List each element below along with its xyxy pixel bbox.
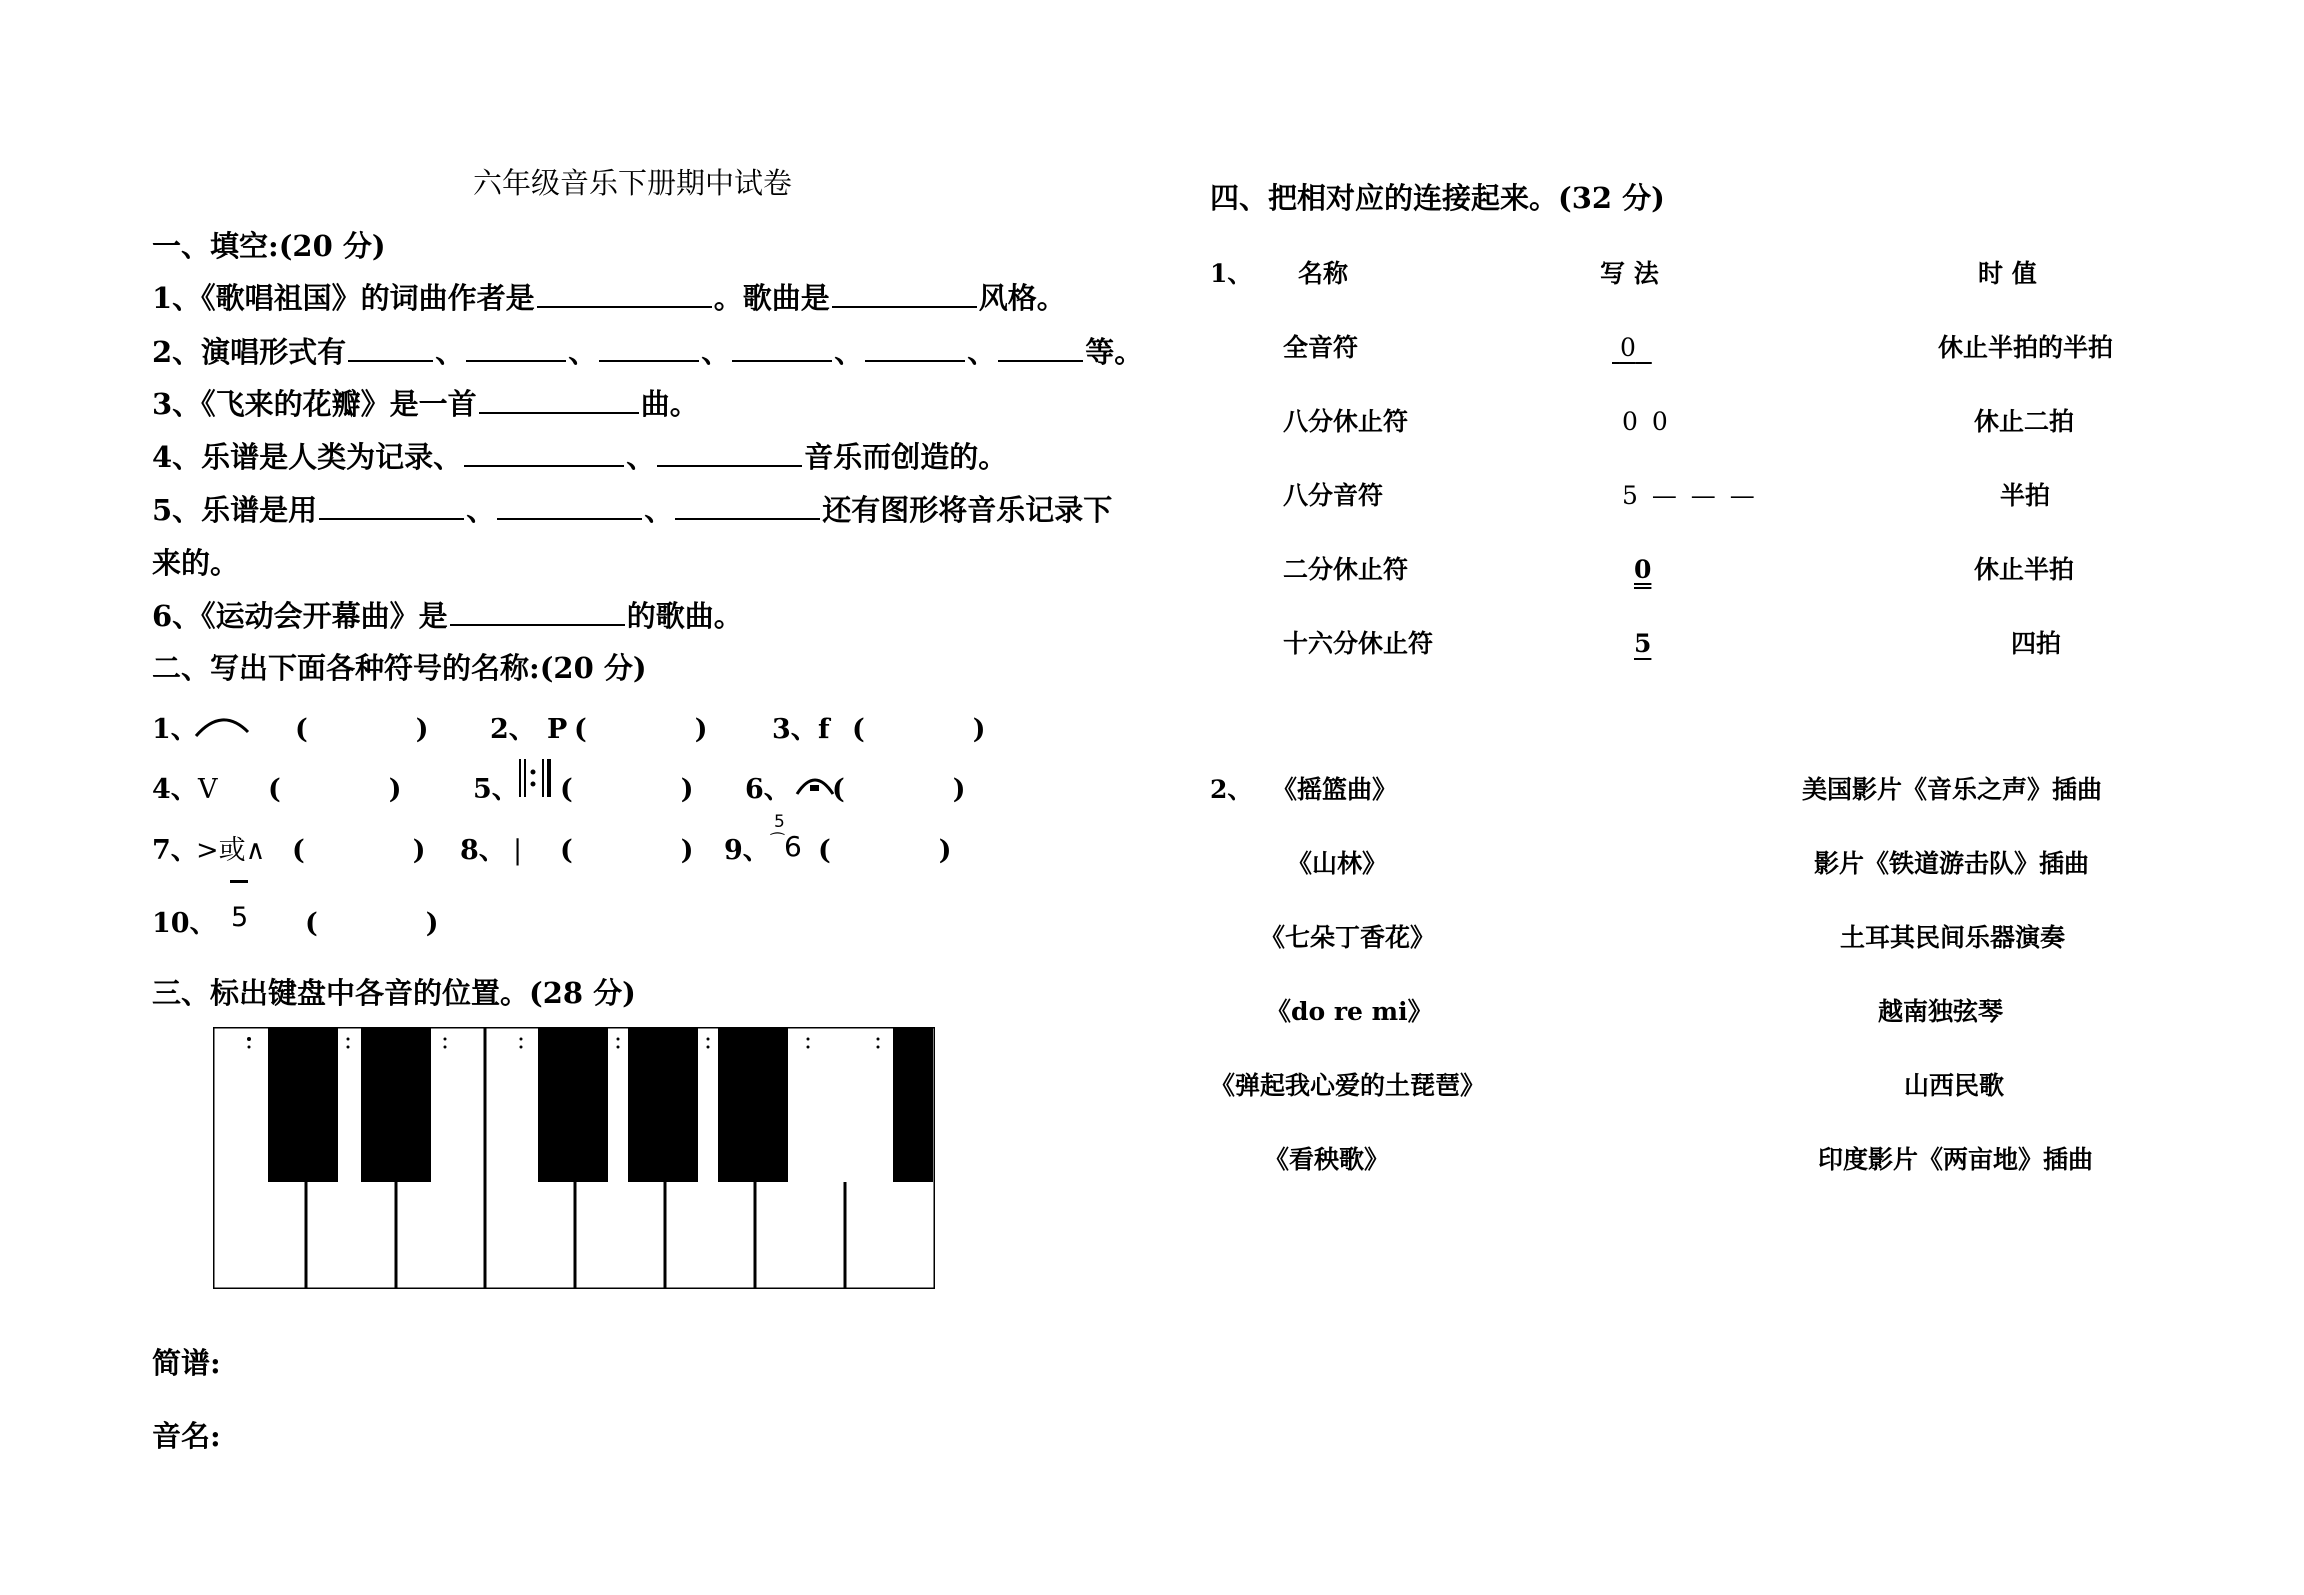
fermata-icon <box>793 770 837 798</box>
note-duration: 休止二拍 <box>1974 407 2075 436</box>
song-source: 影片《铁道游击队》插曲 <box>1814 849 2090 878</box>
note-duration: 四拍 <box>2011 629 2062 658</box>
blank[interactable] <box>537 280 712 308</box>
song-title: 《弹起我心爱的土琵琶》 <box>1210 1071 1486 1100</box>
blank[interactable] <box>675 492 820 520</box>
question-5-continued: 来的。 <box>152 546 240 580</box>
black-key <box>628 1027 698 1182</box>
answer-paren[interactable]: ( ) <box>295 714 429 745</box>
blank[interactable] <box>599 334 699 362</box>
repeat-sign-icon <box>516 757 556 799</box>
forte-symbol: f <box>818 714 830 745</box>
column-name-header: 名称 <box>1298 259 1349 288</box>
part-1-number: 1、 <box>1210 259 1253 288</box>
grace-note-small: 5 <box>774 812 785 832</box>
note-duration: 休止半拍的半拍 <box>1938 333 2114 362</box>
answer-paren[interactable]: ( ) <box>852 714 986 745</box>
blank[interactable] <box>865 334 965 362</box>
blank[interactable] <box>732 334 832 362</box>
blank[interactable] <box>348 334 433 362</box>
song-source: 印度影片《两亩地》插曲 <box>1818 1145 2094 1174</box>
song-source: 美国影片《音乐之声》插曲 <box>1802 775 2103 804</box>
symbol-item-9-number: 9、 <box>724 835 770 866</box>
symbol-item-7-number: 7、 <box>152 835 198 866</box>
blank[interactable] <box>479 386 639 414</box>
question-2: 2、演唱形式有 、 、 、 、 、 等。 <box>152 335 1144 369</box>
grace-note-symbol <box>770 812 810 864</box>
song-title: 《山林》 <box>1287 849 1388 878</box>
section-1-heading: 一、填空:(20 分) <box>152 229 386 263</box>
symbol-item-5-number: 5、 <box>473 774 519 805</box>
song-title: 《看秧歌》 <box>1264 1145 1390 1174</box>
symbol-item-3-number: 3、 <box>772 714 818 745</box>
song-title: 《do re mi》 <box>1266 997 1433 1026</box>
section-4-heading: 四、把相对应的连接起来。(32 分) <box>1210 181 1665 215</box>
black-key <box>361 1027 431 1182</box>
question-3: 3、《飞来的花瓣》是一首 曲。 <box>152 387 699 421</box>
question-5: 5、乐谱是用 、 、 还有图形将音乐记录下 <box>152 493 1113 527</box>
blank[interactable] <box>998 334 1083 362</box>
yinming-label: 音名: <box>152 1419 221 1453</box>
accent-symbol: >或∧ <box>196 835 266 866</box>
note-notation: 5 — — — <box>1622 481 1755 510</box>
piano-symbol: P <box>547 714 568 745</box>
symbol-item-1-number: 1、 <box>152 714 198 745</box>
blank[interactable] <box>319 492 464 520</box>
piano-keyboard <box>213 1027 935 1289</box>
grace-note-tail-icon: ⁀ <box>771 832 784 851</box>
answer-paren[interactable]: ( ) <box>560 774 694 805</box>
note-name: 十六分休止符 <box>1283 629 1434 658</box>
note-notation: 0 0 <box>1622 407 1668 436</box>
blank[interactable] <box>466 334 566 362</box>
answer-paren[interactable]: ( ) <box>292 835 426 866</box>
blank[interactable] <box>450 598 625 626</box>
note-notation: 0 <box>1634 555 1652 584</box>
blank[interactable] <box>497 492 642 520</box>
symbol-item-6-number: 6、 <box>745 774 791 805</box>
note-name: 全音符 <box>1283 333 1359 362</box>
symbol-item-4-number: 4、 <box>152 774 198 805</box>
note-notation: 0 <box>1619 333 1636 362</box>
note-notation: 5 <box>1634 629 1652 658</box>
barline-symbol: | <box>513 835 523 866</box>
symbol-item-2-number: 2、 <box>490 714 536 745</box>
answer-paren[interactable]: ( ) <box>268 774 402 805</box>
column-write-header: 写 法 <box>1600 259 1659 288</box>
grace-note-main: 6 <box>784 830 802 863</box>
note-name: 二分休止符 <box>1283 555 1409 584</box>
note-name: 八分休止符 <box>1283 407 1409 436</box>
column-value-header: 时 值 <box>1978 259 2037 288</box>
answer-paren[interactable]: ( ) <box>818 835 952 866</box>
symbol-item-8-number: 8、 <box>460 835 506 866</box>
answer-paren[interactable]: ( ) <box>832 774 966 805</box>
song-source: 越南独弦琴 <box>1878 997 2004 1026</box>
jianpu-label: 简谱: <box>152 1346 221 1380</box>
blank[interactable] <box>832 280 977 308</box>
question-4: 4、乐谱是人类为记录、 、 音乐而创造的。 <box>152 440 1008 474</box>
page-title: 六年级音乐下册期中试卷 <box>473 166 793 200</box>
black-key <box>718 1027 788 1182</box>
black-key <box>268 1027 338 1182</box>
section-2-heading: 二、写出下面各种符号的名称:(20 分) <box>152 651 647 685</box>
answer-paren[interactable]: ( ) <box>560 835 694 866</box>
answer-paren[interactable]: ( ) <box>305 908 439 939</box>
song-source: 山西民歌 <box>1904 1071 2005 1100</box>
song-source: 土耳其民间乐器演奏 <box>1840 923 2066 952</box>
section-3-heading: 三、标出键盘中各音的位置。(28 分) <box>152 976 636 1010</box>
part-2-number: 2、 <box>1210 775 1253 804</box>
tie-slur-icon <box>192 710 252 740</box>
breath-mark-symbol: V <box>198 774 218 805</box>
question-1: 1、《歌唱祖国》的词曲作者是 。歌曲是 风格。 <box>152 281 1066 315</box>
blank[interactable] <box>657 439 802 467</box>
black-key <box>538 1027 608 1182</box>
answer-paren[interactable]: ( ) <box>574 714 708 745</box>
song-title: 《七朵丁香花》 <box>1260 923 1436 952</box>
blank[interactable] <box>464 439 624 467</box>
note-duration: 半拍 <box>2000 481 2051 510</box>
symbol-item-10-number: 10、 <box>152 908 217 939</box>
song-title: 《摇篮曲》 <box>1272 775 1398 804</box>
note-line-icon <box>230 880 248 883</box>
note-name: 八分音符 <box>1283 481 1384 510</box>
question-6: 6、《运动会开幕曲》是 的歌曲。 <box>152 599 743 633</box>
note-duration: 休止半拍 <box>1974 555 2075 584</box>
black-key <box>893 1027 933 1182</box>
underline-note-symbol: 5 <box>228 880 254 930</box>
